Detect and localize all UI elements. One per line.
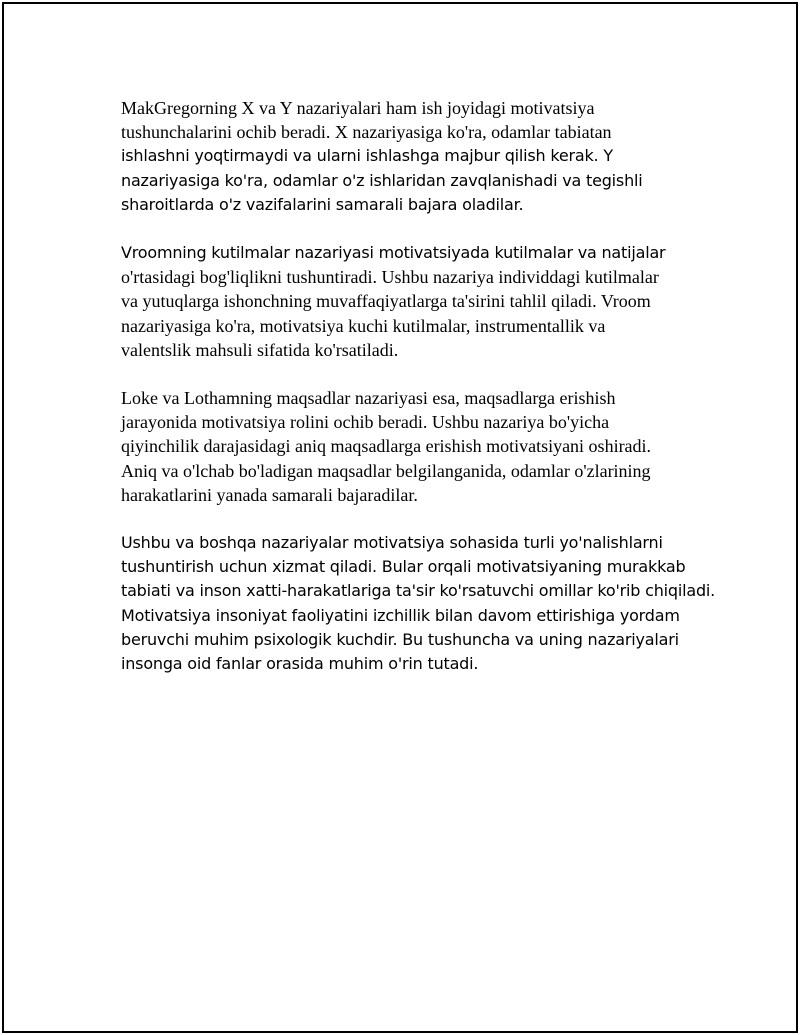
document-body xyxy=(121,96,716,700)
text-line: Vroomning kutilmalar nazariyasi motivatsiyada kutilmalar va natijalar xyxy=(121,243,666,263)
text-line: o'rtasidagi bog'liqlikni tushuntiradi. Ushbu nazariya individdagi kutilmalar xyxy=(121,267,659,288)
text-line: ishlashni yoqtirmaydi va ularni ishlashga majbur qilish kerak. Y xyxy=(121,146,613,166)
text-line: harakatlarini yanada samarali bajaradilar. xyxy=(121,484,418,505)
text-line: insonga oid fanlar orasida muhim o'rin tutadi. xyxy=(121,654,479,674)
text-line: nazariyasiga ko'ra, motivatsiya kuchi kutilmalar, instrumentallik va xyxy=(121,315,606,336)
paragraph-conclusion xyxy=(121,531,716,676)
text-line: nazariyasiga ko'ra, odamlar o'z ishlaridan zavqlanishadi va tegishli xyxy=(121,170,643,190)
text-line: Motivatsiya insoniyat faoliyatini izchillik bilan davom ettirishiga yordam xyxy=(121,605,680,625)
text-line: Loke va Lothamning maqsadlar nazariyasi esa, maqsadlarga erishish xyxy=(121,388,616,409)
text-line: beruvchi muhim psixologik kuchdir. Bu tushuncha va uning nazariyalari xyxy=(121,629,679,649)
page-frame xyxy=(2,2,798,1033)
text-line: valentslik mahsuli sifatida ko'rsatiladi. xyxy=(121,339,399,360)
paragraph-mcgregor xyxy=(121,96,711,217)
text-line: va yutuqlarga ishonchning muvaffaqiyatlarga ta'sirini tahlil qiladi. Vroom xyxy=(121,291,651,312)
text-line: Ushbu va boshqa nazariyalar motivatsiya sohasida turli yo'nalishlarni xyxy=(121,533,663,553)
text-line: tushunchalarini ochib beradi. X nazariyasiga ko'ra, odamlar tabiatan xyxy=(121,122,612,143)
paragraph-locke-latham xyxy=(121,386,711,507)
text-line: Aniq va o'lchab bo'ladigan maqsadlar belgilanganida, odamlar o'zlarining xyxy=(121,460,651,481)
paragraph-vroom xyxy=(121,241,711,362)
text-line: jarayonida motivatsiya rolini ochib beradi. Ushbu nazariya bo'yicha xyxy=(121,412,610,433)
text-line: MakGregorning X va Y nazariyalari ham ish joyidagi motivatsiya xyxy=(121,98,595,118)
text-line: tushuntirish uchun xizmat qiladi. Bular orqali motivatsiyaning murakkab xyxy=(121,557,686,577)
text-line: tabiati va inson xatti-harakatlariga ta'sir ko'rsatuvchi omillar ko'rib chiqiladi. xyxy=(121,581,716,601)
text-line: sharoitlarda o'z vazifalarini samarali bajara oladilar. xyxy=(121,194,524,214)
text-line: qiyinchilik darajasidagi aniq maqsadlarga erishish motivatsiyani oshiradi. xyxy=(121,436,652,457)
